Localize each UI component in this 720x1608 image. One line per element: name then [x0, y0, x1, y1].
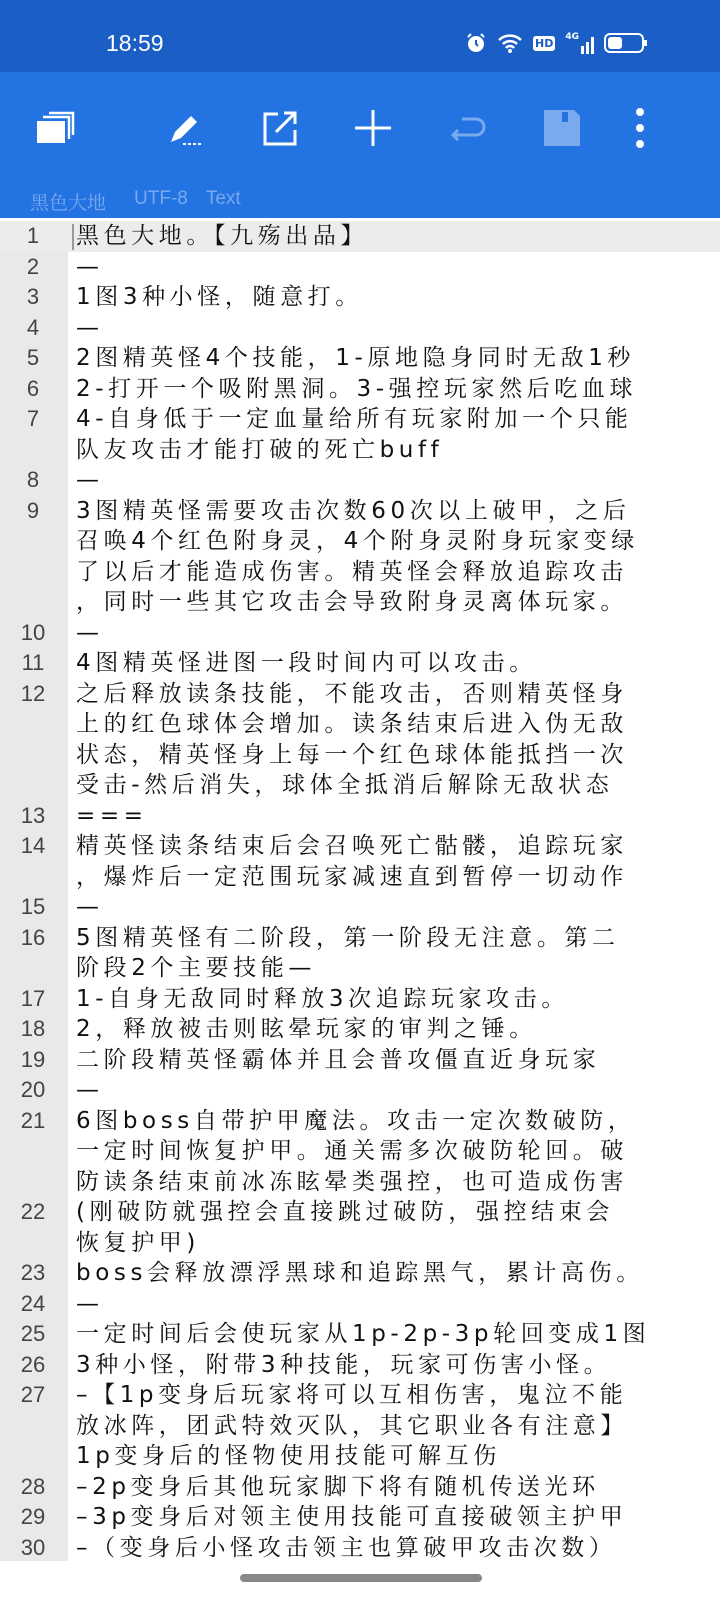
- line-text: 队友攻击才能打破的死亡buff: [76, 436, 444, 463]
- line-number: 3: [26, 284, 40, 309]
- line-text: —: [76, 253, 104, 280]
- tabs-icon: [35, 111, 75, 145]
- signal-4g-icon: [565, 32, 594, 54]
- file-info: [30, 188, 241, 215]
- editor-line[interactable]: [0, 831, 720, 892]
- line-number: 5: [26, 345, 40, 370]
- line-number: 10: [20, 619, 46, 645]
- editor-line[interactable]: [0, 1350, 720, 1381]
- line-text: 状态，精英怪身上每一个红色球体能抵挡一次: [76, 741, 628, 768]
- editor-line[interactable]: [0, 679, 720, 801]
- status-bar: [0, 0, 720, 72]
- line-text: –（变身后小怪攻击领主也算破甲攻击次数）: [76, 1534, 617, 1561]
- line-number: 4: [26, 314, 40, 340]
- line-text: 上的红色球体会增加。读条结束后进入伪无敌: [76, 711, 628, 737]
- line-text: ===: [76, 802, 148, 829]
- editor-line[interactable]: [0, 923, 720, 984]
- line-text: 受击-然后消失，球体全抵消后解除无敌状态: [76, 772, 614, 798]
- editor-line[interactable]: [0, 1014, 720, 1045]
- line-number: 16: [20, 924, 46, 950]
- share-icon: [260, 108, 300, 148]
- line-number: 14: [20, 833, 46, 858]
- editor-line[interactable]: [0, 1258, 720, 1289]
- home-indicator[interactable]: [240, 1574, 482, 1582]
- more-icon: [634, 106, 646, 150]
- editor-line[interactable]: [0, 1472, 720, 1503]
- editor-line[interactable]: [0, 465, 720, 496]
- line-number: 8: [26, 467, 40, 492]
- line-text: —: [76, 619, 104, 646]
- line-number: 19: [20, 1046, 46, 1072]
- line-text: 6图boss自带护甲魔法。攻击一定次数破防，: [76, 1107, 636, 1134]
- line-text: 恢复护甲): [76, 1229, 200, 1256]
- editor-line[interactable]: [0, 1380, 720, 1472]
- line-text: 阶段2个主要技能—: [76, 955, 317, 981]
- line-text: 4-自身低于一定血量给所有玩家附加一个只能: [76, 406, 633, 432]
- network-label: 4G: [565, 32, 579, 42]
- line-number: 15: [20, 894, 46, 919]
- more-button[interactable]: [618, 106, 662, 150]
- line-text: boss会释放漂浮黑球和追踪黑气，累计高伤。: [76, 1260, 644, 1286]
- line-number: 6: [26, 375, 40, 401]
- editor-line[interactable]: [0, 648, 720, 679]
- line-text: 3种小怪，附带3种技能，玩家可伤害小怪。: [76, 1351, 612, 1378]
- line-text: —: [76, 314, 104, 341]
- line-text: 1p变身后的怪物使用技能可解互伤: [76, 1443, 501, 1469]
- line-number: 28: [20, 1473, 46, 1499]
- line-text: 了以后才能造成伤害。精英怪会释放追踪攻击: [76, 558, 628, 585]
- line-number: 13: [20, 802, 46, 828]
- line-number: 17: [20, 985, 46, 1011]
- line-text: 一定时间恢复护甲。通关需多次破防轮回。破: [76, 1138, 628, 1164]
- line-text: 黑色大地。【九殇出品】: [76, 223, 369, 249]
- editor-line[interactable]: [0, 801, 720, 832]
- save-button[interactable]: [540, 106, 584, 150]
- editor-line[interactable]: [0, 496, 720, 618]
- hd-icon: HD: [535, 36, 554, 50]
- line-text: 1-自身无敌同时释放3次追踪玩家攻击。: [76, 985, 569, 1012]
- line-text: 之后释放读条技能，不能攻击，否则精英怪身: [76, 680, 628, 707]
- battery-icon: [604, 32, 648, 54]
- line-text: 二阶段精英怪霸体并且会普攻僵直近身玩家: [76, 1046, 601, 1073]
- line-text: —: [76, 467, 104, 493]
- line-text: 2图精英怪4个技能，1-原地隐身同时无敌1秒: [76, 345, 636, 371]
- editor-line[interactable]: [0, 404, 720, 465]
- line-text: 召唤4个红色附身灵，4个附身灵附身玩家变绿: [76, 528, 639, 554]
- editor-line[interactable]: [0, 1319, 720, 1350]
- line-number: 24: [20, 1290, 46, 1316]
- line-number: 18: [20, 1016, 46, 1041]
- line-text: —: [76, 1077, 104, 1103]
- line-text: –3p变身后对领主使用技能可直接破领主护甲: [76, 1504, 628, 1530]
- share-button[interactable]: [258, 106, 302, 150]
- line-number: 11: [21, 650, 45, 675]
- status-time: 18:59: [106, 30, 164, 56]
- add-button[interactable]: [351, 106, 395, 150]
- editor-line[interactable]: [0, 1106, 720, 1198]
- tabs-button[interactable]: [33, 106, 77, 150]
- editor-line[interactable]: [0, 252, 720, 283]
- save-icon: [542, 108, 582, 148]
- editor-line[interactable]: [0, 1045, 720, 1076]
- line-text: ，同时一些其它攻击会导致附身灵离体玩家。: [76, 589, 628, 615]
- editor-line[interactable]: [0, 343, 720, 374]
- line-text: 防读条结束前冰冻眩晕类强控，也可造成伤害: [76, 1168, 628, 1195]
- line-number: 1: [26, 223, 40, 248]
- line-text: —: [76, 1290, 104, 1317]
- line-text: 5图精英怪有二阶段，第一阶段无注意。第二: [76, 924, 620, 951]
- text-editor[interactable]: [0, 221, 720, 1608]
- editor-line[interactable]: [0, 313, 720, 344]
- editor-line[interactable]: [0, 1289, 720, 1320]
- undo-button[interactable]: [446, 106, 490, 150]
- line-number: 2: [26, 253, 40, 279]
- editor-line[interactable]: [0, 1197, 720, 1258]
- editor-line[interactable]: [0, 892, 720, 923]
- line-number: 26: [20, 1351, 46, 1377]
- text-cursor: [72, 224, 74, 250]
- line-text: 精英怪读条结束后会召唤死亡骷髅，追踪玩家: [76, 833, 628, 859]
- file-encoding: UTF-8: [134, 188, 188, 209]
- wifi-icon: [497, 32, 523, 54]
- line-text: ，爆炸后一定范围玩家减速直到暂停一切动作: [76, 863, 628, 890]
- line-number: 20: [20, 1077, 46, 1102]
- edit-button[interactable]: [163, 106, 207, 150]
- editor-line[interactable]: [0, 984, 720, 1015]
- line-number: 9: [26, 497, 40, 523]
- line-number: 23: [20, 1260, 46, 1285]
- file-name: 黑色大地: [30, 193, 107, 214]
- line-number: 27: [20, 1382, 46, 1407]
- line-text: —: [76, 894, 104, 920]
- line-text: 2-打开一个吸附黑洞。3-强控玩家然后吃血球: [76, 375, 638, 402]
- line-text: (刚破防就强控会直接跳过破防，强控结束会: [76, 1199, 614, 1225]
- line-text: 放冰阵，团武特效灭队，其它职业各有注意】: [76, 1412, 628, 1439]
- editor-line[interactable]: [0, 1533, 720, 1564]
- alarm-icon: [465, 32, 487, 54]
- editor-line[interactable]: [0, 374, 720, 405]
- line-number: 29: [20, 1504, 46, 1529]
- line-text: –【1p变身后玩家将可以互相伤害，鬼泣不能: [76, 1382, 628, 1408]
- line-text: 3图精英怪需要攻击次数60次以上破甲，之后: [76, 497, 631, 524]
- editor-line[interactable]: [0, 618, 720, 649]
- line-number: 12: [20, 680, 46, 706]
- undo-icon: [448, 113, 488, 143]
- line-text: –2p变身后其他玩家脚下将有随机传送光环: [76, 1473, 600, 1500]
- line-number: 21: [20, 1107, 46, 1133]
- line-number: 25: [20, 1321, 46, 1346]
- editor-line[interactable]: [0, 282, 720, 313]
- file-type: Text: [205, 188, 241, 209]
- line-number: 7: [26, 406, 40, 431]
- line-number: 22: [20, 1199, 46, 1224]
- line-text: 4图精英怪进图一段时间内可以攻击。: [76, 650, 537, 676]
- toolbar: [0, 72, 720, 218]
- line-text: 1图3种小怪，随意打。: [76, 284, 363, 310]
- editor-line[interactable]: [0, 221, 720, 252]
- line-text: 2，释放被击则眩晕玩家的审判之锤。: [76, 1016, 537, 1042]
- edit-icon: [165, 108, 205, 148]
- editor-line[interactable]: [0, 1502, 720, 1533]
- editor-line[interactable]: [0, 1075, 720, 1106]
- line-number: 30: [20, 1534, 46, 1560]
- line-text: 一定时间后会使玩家从1p-2p-3p轮回变成1图: [76, 1321, 651, 1347]
- add-icon: [353, 108, 393, 148]
